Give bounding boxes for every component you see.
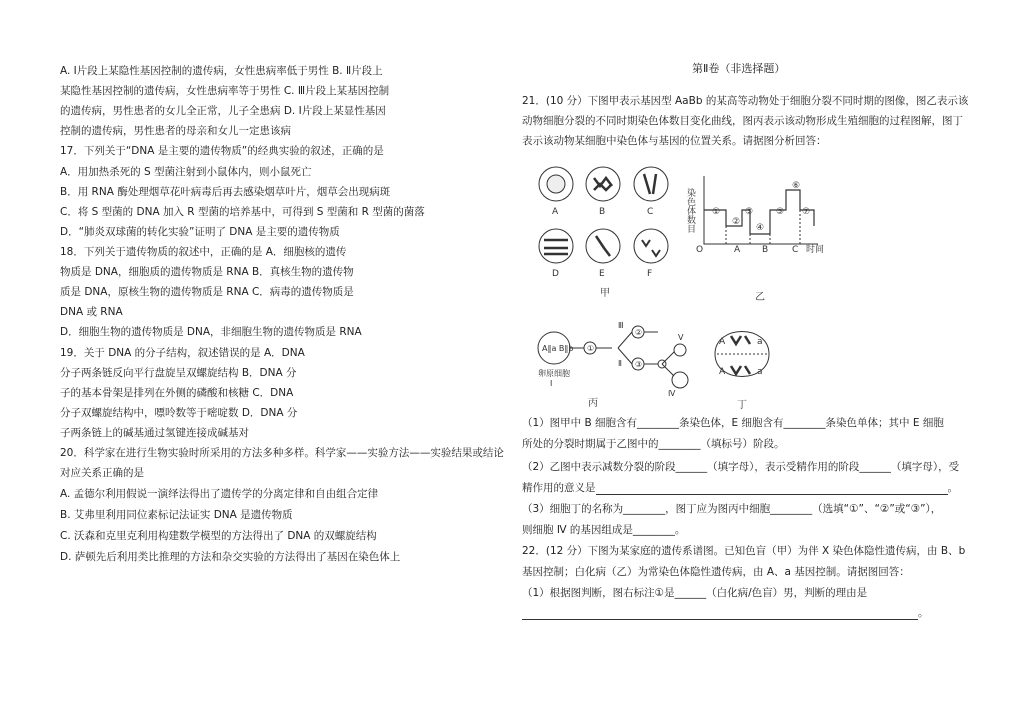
text-line: C. 沃森和克里克利用构建数学模型的方法得出了 DNA 的双螺旋结构 xyxy=(60,530,377,542)
stage-label: ③ xyxy=(745,207,754,217)
cell-label: C xyxy=(647,207,654,217)
roman-label: Ⅳ xyxy=(668,389,676,398)
text-line: A．用加热杀死的 S 型菌注射到小鼠体内，则小鼠死亡 xyxy=(60,166,312,178)
roman-label: Ⅰ xyxy=(550,379,553,388)
question-19: 19．关于 DNA 的分子结构，叙述错误的是 A．DNA xyxy=(60,347,305,359)
text-line: 子的基本骨架是排列在外侧的磷酸和核糖 C．DNA xyxy=(60,387,294,399)
y-axis-label: 染色体数目 xyxy=(685,188,695,233)
x-tick: B xyxy=(762,245,769,255)
stage-label: ⑥ xyxy=(792,181,801,191)
figure-caption: 甲 xyxy=(600,288,610,299)
question-22: 22．(12 分）下图为某家庭的遗传系谱图。已知色盲（甲）为伴 X 染色体隐性遗传病，由 B、b xyxy=(522,545,966,557)
roman-label: Ⅴ xyxy=(678,333,684,342)
figure-caption: 丁 xyxy=(737,400,747,411)
text-line: D．细胞生物的遗传物质是 DNA，非细胞生物的遗传物质是 RNA xyxy=(60,326,362,338)
end-mark: 。 xyxy=(947,482,958,494)
answer-line xyxy=(522,606,929,620)
text-segment: 精作用的意义是 xyxy=(522,482,596,494)
cell-label: A xyxy=(552,207,559,217)
text-line: 基因控制；白化病（乙）为常染色体隐性遗传病，由 A、a 基因控制。请据图回答： xyxy=(522,566,910,578)
section-title: 第Ⅱ卷（非选择题） xyxy=(692,62,786,75)
cell-label: E xyxy=(599,269,605,279)
text-line: 所处的分裂时期属于乙图中的________（填标号）阶段。 xyxy=(522,438,785,450)
text-line: B．用 RNA 酶处理烟草花叶病毒后再去感染烟草叶片，烟草会出现病斑 xyxy=(60,186,391,198)
cell-label: F xyxy=(647,269,653,279)
text-line: 表示该动物某细胞中染色体与基因的位置关系。请据图分析回答： xyxy=(522,135,827,147)
text-line: D. 萨顿先后利用类比推理的方法和杂交实验的方法得出了基因在染色体上 xyxy=(60,551,401,563)
cell-iv-icon xyxy=(672,372,688,388)
text-line: 某隐性基因控制的遗传病，女性患病率等于男性 C. Ⅲ片段上某基因控制 xyxy=(60,85,390,97)
text-line: 子两条链上的碱基通过氢键连接成碱基对 xyxy=(60,427,249,439)
cell-label: D xyxy=(552,269,559,279)
gene-label: a xyxy=(757,337,763,347)
sub-question: （1）图甲中 B 细胞含有________条染色体，E 细胞含有________条染色单体；其中 E 细胞 xyxy=(522,417,944,429)
text-line: DNA 或 RNA xyxy=(60,306,123,318)
x-tick: A xyxy=(734,245,741,255)
answer-blank[interactable] xyxy=(522,619,918,620)
stage-label: ① xyxy=(712,207,721,217)
text-line: 则细胞 Ⅳ 的基因组成是________。 xyxy=(522,524,686,536)
figure-bing xyxy=(532,318,702,410)
text-line: 对应关系正确的是 xyxy=(60,467,144,479)
text-line: 的遗传病，男性患者的女儿全正常，儿子全患病 D. Ⅰ片段上某显性基因 xyxy=(60,105,386,117)
figure-jia xyxy=(534,158,684,304)
gene-label: A‖a B‖b xyxy=(542,344,574,353)
question-20: 20．科学家在进行生物实验时所采用的方法多种多样。科学家——实验方法——实验结果或结论 xyxy=(60,447,504,459)
figure-caption: 丙 xyxy=(588,398,598,409)
text-line: 质是 DNA，原核生物的遗传物质是 RNA C．病毒的遗传物质是 xyxy=(60,286,354,298)
text-line xyxy=(522,481,958,495)
node-label: ③ xyxy=(635,360,643,369)
sub-question: （1）根据图判断，图右标注①是______（白化病/色盲）男，判断的理由是 xyxy=(522,587,868,599)
stage-label: ② xyxy=(732,217,741,227)
text-line: A. 孟德尔利用假说一演绎法得出了遗传学的分离定律和自由组合定律 xyxy=(60,488,379,500)
x-axis-label: 时间 xyxy=(806,245,825,255)
text-line: 控制的遗传病，男性患者的母亲和女儿一定患该病 xyxy=(60,125,291,137)
sub-question: （3）细胞丁的名称为________，图丁应为图丙中细胞________（选填“①”、“②”或“③”）， xyxy=(522,503,942,515)
figure-yi xyxy=(685,170,860,306)
stage-label: ⑦ xyxy=(802,207,811,217)
figure-caption: 乙 xyxy=(755,292,765,303)
question-18: 18．下列关于遗传物质的叙述中，正确的是 A．细胞核的遗传 xyxy=(60,246,347,258)
text-line: D．“肺炎双球菌的转化实验”证明了 DNA 是主要的遗传物质 xyxy=(60,226,340,238)
roman-label: Ⅲ xyxy=(618,321,624,330)
origin-label: O xyxy=(696,245,704,255)
roman-label: Ⅱ xyxy=(618,359,622,368)
x-tick: C xyxy=(792,245,799,255)
text-line: 分子两条链反向平行盘旋呈双螺旋结构 B．DNA 分 xyxy=(60,367,297,379)
stage-label: ④ xyxy=(756,223,765,233)
cell-d-icon xyxy=(539,229,573,263)
gene-label: a xyxy=(757,367,763,377)
text-line: B. 艾弗里利用同位素标记法证实 DNA 是遗传物质 xyxy=(60,509,293,521)
sub-question: （2）乙图中表示减数分裂的阶段______（填字母），表示受精作用的阶段______（填字母），受 xyxy=(522,461,960,473)
cell-name: 卵原细胞 xyxy=(538,369,570,378)
gene-label: A xyxy=(719,337,726,347)
figure-ding xyxy=(707,316,777,412)
text-line: C．将 S 型菌的 DNA 加入 R 型菌的培养基中，可得到 S 型菌和 R 型菌的菌落 xyxy=(60,206,425,218)
answer-blank[interactable] xyxy=(596,494,948,495)
cell-c-icon xyxy=(634,167,668,201)
question-17: 17．下列关于“DNA 是主要的遗传物质”的经典实验的叙述，正确的是 xyxy=(60,145,384,157)
text-line: 分子双螺旋结构中，嘌呤数等于嘧啶数 D．DNA 分 xyxy=(60,407,298,419)
gene-label: A xyxy=(719,367,726,377)
cell-f-icon xyxy=(634,229,668,263)
question-21: 21．(10 分）下图甲表示基因型 AaBb 的某高等动物处于细胞分裂不同时期的图像，图乙表示该 xyxy=(522,95,969,107)
cell-label: B xyxy=(599,207,606,217)
node-label: ① xyxy=(587,344,595,353)
cell-v-icon xyxy=(674,344,686,356)
end-mark: 。 xyxy=(918,607,929,619)
text-line: A. Ⅰ片段上某隐性基因控制的遗传病，女性患病率低于男性 B. Ⅱ片段上 xyxy=(60,65,383,77)
node-label: ② xyxy=(635,328,643,337)
text-line: 动物细胞分裂的不同时期染色体数目变化曲线，图丙表示该动物形成生殖细胞的过程图解，图丁 xyxy=(522,115,963,127)
stage-label: ⑤ xyxy=(776,207,785,217)
text-line: 物质是 DNA，细胞质的遗传物质是 RNA B．真核生物的遗传物 xyxy=(60,266,354,278)
